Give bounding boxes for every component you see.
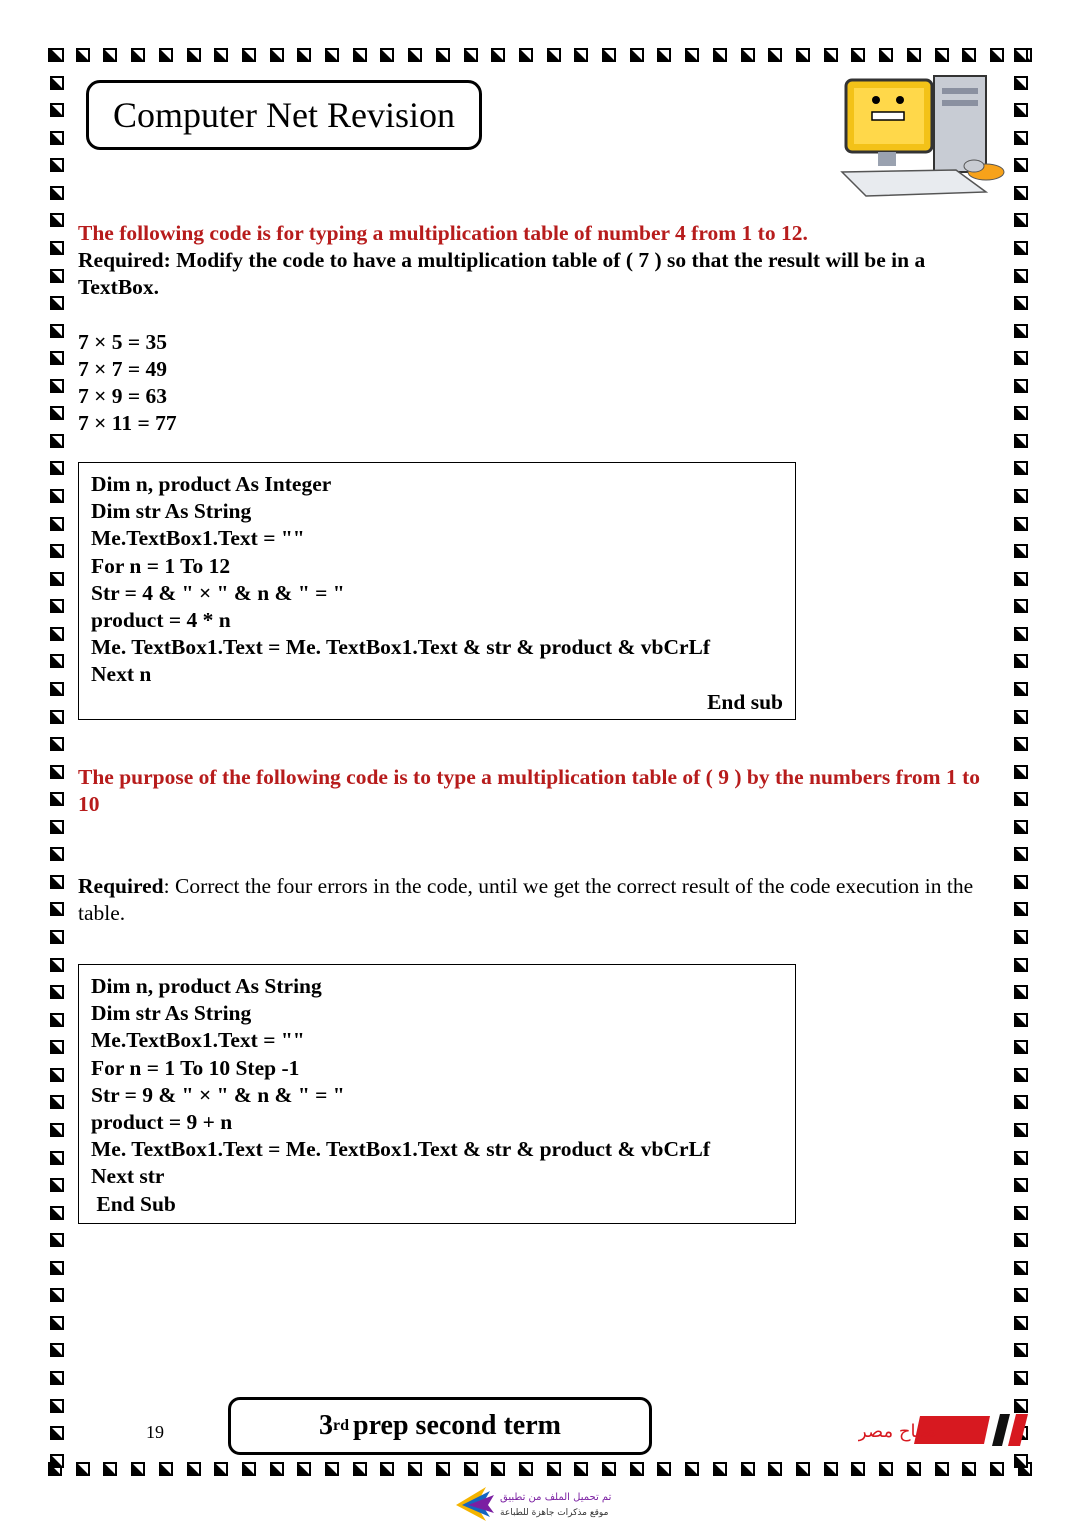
border-square [50,1261,64,1275]
border-square [1014,654,1028,668]
border-square [1014,324,1028,338]
border-square [50,1233,64,1247]
border-square [879,1462,893,1476]
term-text: prep second term [353,1410,561,1441]
border-square [1014,847,1028,861]
border-square [1014,985,1028,999]
border-square [1014,572,1028,586]
watermark-line-1: تم تحميل الملف من تطبيق [500,1492,612,1503]
code-line: Dim str As String [91,1001,252,1026]
border-square [574,48,588,62]
border-square [50,958,64,972]
code-line: product = 9 + n [91,1110,233,1135]
border-square [1014,296,1028,310]
border-square [962,48,976,62]
border-square [713,1462,727,1476]
border-square [1014,710,1028,724]
code-line: Next n [91,662,152,687]
code-end-line: End sub [707,689,783,714]
border-square [50,985,64,999]
border-square [1014,1151,1028,1165]
border-square [685,1462,699,1476]
result-line: 7 × 11 = 77 [78,411,177,435]
code-line: Next str [91,1164,165,1189]
border-square [159,1462,173,1476]
border-square [962,1462,976,1476]
border-square [491,48,505,62]
border-square [436,48,450,62]
border-square [50,1068,64,1082]
border-square [187,1462,201,1476]
border-square [50,351,64,365]
border-square [50,186,64,200]
border-square [50,1316,64,1330]
border-square [1014,103,1028,117]
border-square [50,1206,64,1220]
brand-text: صباح مصر [858,1421,937,1442]
border-square [50,1343,64,1357]
border-square [103,1462,117,1476]
q2-required-label: Required [78,874,164,898]
border-square [1014,406,1028,420]
computer-icon [836,70,1016,206]
code-line: Me. TextBox1.Text = Me. TextBox1.Text & str & product & vbCrLf [91,1137,711,1162]
border-square [50,682,64,696]
border-square [741,48,755,62]
border-square [242,1462,256,1476]
border-left [50,48,68,1468]
border-square [879,48,893,62]
border-square [1014,1206,1028,1220]
border-square [685,48,699,62]
border-square [768,48,782,62]
border-square [1014,958,1028,972]
q2-required [78,873,1008,927]
border-square [50,517,64,531]
border-square [990,48,1004,62]
border-square [1014,461,1028,475]
border-square [50,1399,64,1413]
border-square [214,48,228,62]
border-square [1014,930,1028,944]
term-number: 3 [319,1410,334,1441]
border-square [270,48,284,62]
border-square [50,76,64,90]
border-square [907,48,921,62]
border-square [50,544,64,558]
border-square [1014,241,1028,255]
border-square [297,1462,311,1476]
border-square [1014,875,1028,889]
border-square [1014,1261,1028,1275]
border-square [1014,627,1028,641]
border-square [50,269,64,283]
border-square [1014,1343,1028,1357]
border-square [907,1462,921,1476]
border-square [519,48,533,62]
border-square [50,296,64,310]
border-square [50,379,64,393]
border-square [50,1123,64,1137]
border-square [796,48,810,62]
border-square [131,48,145,62]
border-square [408,48,422,62]
border-square [50,930,64,944]
border-square [50,572,64,586]
code-line: Me.TextBox1.Text = "" [91,526,305,551]
border-square [574,1462,588,1476]
term-suffix: rd [333,1417,350,1434]
border-square [50,1371,64,1385]
border-square [464,48,478,62]
title-box [86,80,482,150]
border-square [50,1426,64,1440]
border-right [1014,48,1032,1468]
border-square [353,48,367,62]
border-square [380,1462,394,1476]
q2-required-text: : Correct the four errors in the code, until we get the correct result of the code execution in the table. [78,874,974,925]
border-square [741,1462,755,1476]
border-square [1014,682,1028,696]
border-square [851,48,865,62]
border-square [50,1013,64,1027]
border-square [1014,820,1028,834]
q1-code-box [78,462,796,720]
border-square [1014,1233,1028,1247]
border-square [1014,544,1028,558]
result-line: 7 × 7 = 49 [78,357,168,381]
code-line: For n = 1 To 12 [91,553,231,578]
q2-intro: The purpose of the following code is to type a multiplication table of ( 9 ) by the numbers from 1 to 10 [78,765,980,816]
border-square [768,1462,782,1476]
code-line: Str = 9 & " × " & n & " = " [91,1082,345,1107]
border-square [270,1462,284,1476]
border-square [796,1462,810,1476]
watermark-line-2: موقع مذكرات جاهزة للطباعة [500,1508,609,1518]
border-square [50,1178,64,1192]
watermark-logo [452,1485,622,1523]
border-square [1014,269,1028,283]
border-square [50,131,64,145]
border-square [1014,76,1028,90]
border-square [935,1462,949,1476]
border-square [1014,1013,1028,1027]
code-line: Dim n, product As Integer [91,472,332,496]
border-square [657,48,671,62]
border-square [50,710,64,724]
border-square [50,792,64,806]
border-square [50,1288,64,1302]
result-line: 7 × 5 = 35 [78,330,168,354]
border-square [76,48,90,62]
code-line: Dim str As String [91,499,252,524]
border-square [1014,737,1028,751]
border-square [50,324,64,338]
border-square [630,48,644,62]
border-square [408,1462,422,1476]
border-square [602,1462,616,1476]
border-square [50,461,64,475]
border-square [50,406,64,420]
border-square [50,158,64,172]
border-square [76,1462,90,1476]
border-square [1014,1123,1028,1137]
border-square [325,48,339,62]
border-square [824,1462,838,1476]
border-square [1014,1316,1028,1330]
border-square [602,48,616,62]
border-square [1014,186,1028,200]
border-square [50,765,64,779]
border-square [50,213,64,227]
border-square [1014,1371,1028,1385]
border-square [935,48,949,62]
border-square [547,1462,561,1476]
border-square [50,1454,64,1468]
result-line: 7 × 9 = 63 [78,384,168,408]
border-square [1014,1454,1028,1468]
border-square [50,434,64,448]
border-square [464,1462,478,1476]
border-square [1014,158,1028,172]
code-line: For n = 1 To 10 Step -1 [91,1055,300,1080]
border-square [1014,1095,1028,1109]
border-square [1014,517,1028,531]
brand-logo [858,1410,1030,1450]
border-square [50,875,64,889]
border-square [1014,1288,1028,1302]
border-square [547,48,561,62]
border-square [187,48,201,62]
border-square [436,1462,450,1476]
border-square [50,241,64,255]
border-square [1014,434,1028,448]
border-square [1014,131,1028,145]
border-square [1014,599,1028,613]
border-square [1014,1178,1028,1192]
page-number: 19 [146,1422,164,1442]
code-line: Me.TextBox1.Text = "" [91,1028,305,1053]
border-square [50,1151,64,1165]
border-top [48,48,1032,66]
q1-results [78,329,177,437]
code-line: Me. TextBox1.Text = Me. TextBox1.Text & str & product & vbCrLf [91,635,711,660]
code-line: Str = 4 & " × " & n & " = " [91,580,345,605]
border-square [1014,213,1028,227]
border-square [50,1095,64,1109]
border-square [1014,1068,1028,1082]
border-square [50,902,64,916]
border-square [50,847,64,861]
border-square [50,599,64,613]
border-square [50,48,64,62]
border-square [50,654,64,668]
border-square [851,1462,865,1476]
border-square [297,48,311,62]
border-square [1014,1040,1028,1054]
border-square [1014,489,1028,503]
border-square [657,1462,671,1476]
border-square [1014,351,1028,365]
term-box [228,1397,652,1455]
border-square [1014,792,1028,806]
border-square [353,1462,367,1476]
border-square [990,1462,1004,1476]
border-square [1014,48,1028,62]
border-square [50,103,64,117]
border-square [131,1462,145,1476]
code-line: product = 4 * n [91,608,231,633]
border-square [1014,902,1028,916]
border-square [1014,379,1028,393]
border-square [50,737,64,751]
border-square [159,48,173,62]
border-square [1014,765,1028,779]
code-line: Dim n, product As String [91,974,322,998]
border-square [50,1040,64,1054]
border-bottom [48,1462,1032,1480]
q1-required: Required: Modify the code to have a multiplication table of ( 7 ) so that the result will be in a TextBox. [78,248,926,299]
q1-intro: The following code is for typing a multiplication table of number 4 from 1 to 12. [78,221,808,245]
border-square [519,1462,533,1476]
q2-code-box [78,964,796,1224]
border-square [491,1462,505,1476]
border-square [630,1462,644,1476]
border-square [380,48,394,62]
border-square [824,48,838,62]
border-square [50,489,64,503]
border-square [50,627,64,641]
border-square [50,820,64,834]
page-title: Computer Net Revision [113,95,455,135]
border-square [214,1462,228,1476]
border-square [242,48,256,62]
code-line: End Sub [91,1191,176,1216]
border-square [325,1462,339,1476]
border-square [713,48,727,62]
border-square [103,48,117,62]
